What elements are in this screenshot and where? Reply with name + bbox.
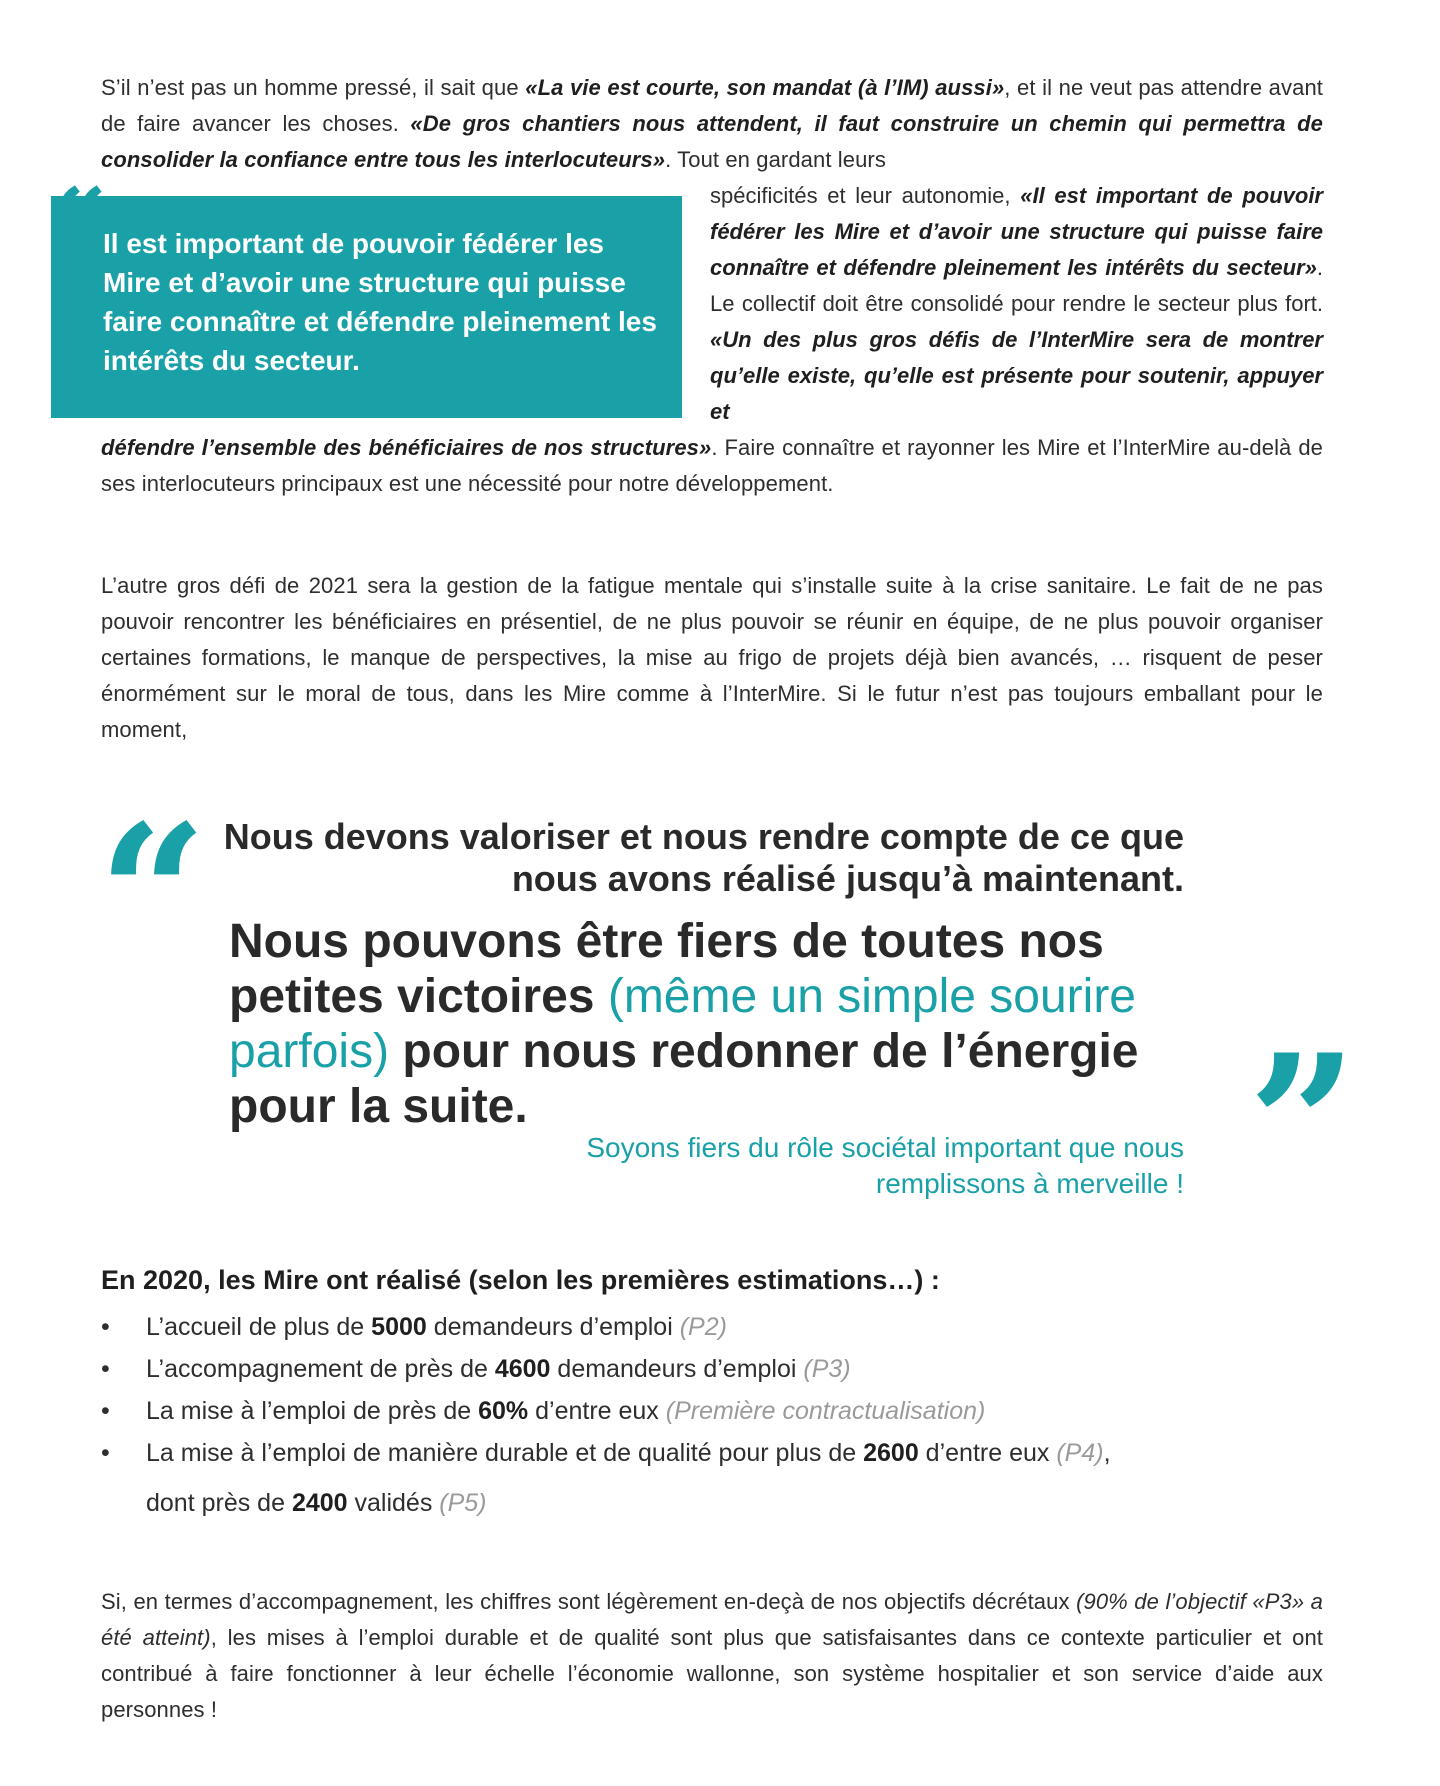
intro-end-quote: défendre l’ensemble des bénéficiaires de nos structures» (101, 435, 712, 460)
side-quote-2: «Un des plus gros défis de l’InterMire sera de montrer qu’elle existe, qu’elle est présente pour soutenir, appuyer et (710, 327, 1323, 424)
item-text: d’entre eux (918, 1439, 1057, 1467)
item-number: 2600 (863, 1439, 919, 1467)
item-number: 2400 (291, 1489, 348, 1517)
big-quote-aside: (même un simple sourire parfois) (229, 970, 1136, 1078)
big-quote-lead: Nous devons valoriser et nous rendre compte de ce que nous avons réalisé jusqu’à maintenant. (223, 816, 1184, 899)
bullet-icon: • (101, 1355, 110, 1383)
item-number: 60% (478, 1397, 529, 1425)
big-quote-main-b: pour nous redonner de l’énergie pour la suite. (229, 1025, 1139, 1133)
pull-quote-text: Il est important de pouvoir fédérer les Mire et d’avoir une structure qui puisse faire connaître et défendre pleinement les intérêts du secteur. (103, 228, 657, 376)
side-column-paragraph (710, 178, 1323, 430)
conclusion-text-1: Si, en termes d’accompagnement, les chiffres sont légèrement en-deçà de nos objectifs décrétaux (101, 1589, 1077, 1614)
stats-list (101, 1306, 1331, 1524)
bullet-icon: • (101, 1397, 110, 1425)
big-quote-tail: Soyons fiers du rôle sociétal important que nous remplissons à merveille ! (586, 1132, 1184, 1199)
conclusion-paragraph (101, 1584, 1323, 1728)
pull-quote-box (51, 196, 682, 418)
close-quote-icon: ” (628, 355, 684, 468)
item-text: L’accompagnement de près de (146, 1355, 495, 1383)
item-text: dont près de (146, 1489, 292, 1517)
big-open-quote-icon: “ (98, 783, 208, 1006)
stats-title: En 2020, les Mire ont réalisé (selon les premières estimations…) : (101, 1265, 940, 1295)
item-reference: (P3) (803, 1355, 851, 1383)
item-number: 4600 (494, 1355, 551, 1383)
item-text: , (1103, 1439, 1111, 1467)
item-number: 5000 (371, 1313, 427, 1341)
item-text: validés (347, 1489, 440, 1517)
list-item (101, 1348, 1331, 1390)
item-text: demandeurs d’emploi (550, 1355, 804, 1383)
intro-quote-1: «La vie est courte, son mandat (à l’IM) aussi» (525, 75, 1005, 100)
item-text: demandeurs d’emploi (426, 1313, 680, 1341)
intro-end-text: . Faire connaître et rayonner les Mire et l’InterMire au-delà de ses interlocuteurs principaux est une nécessité pour notre développement. (101, 435, 1324, 496)
intro-text-1: S’il n’est pas un homme pressé, il sait que (101, 75, 526, 100)
item-text: La mise à l’emploi de manière durable et de qualité pour plus de (146, 1439, 864, 1467)
big-quote-main (229, 914, 1209, 1134)
list-item (101, 1432, 1331, 1524)
side-quote-1: «Il est important de pouvoir fédérer les Mire et d’avoir une structure qui puisse faire connaître et défendre pleinement les intérêts du secteur» (710, 183, 1323, 280)
side-text-2: . Le collectif doit être consolidé pour rendre le secteur plus fort. (710, 255, 1323, 316)
item-reference: (P4) (1056, 1439, 1104, 1467)
bullet-icon: • (101, 1439, 110, 1467)
fatigue-paragraph: L’autre gros défi de 2021 sera la gestion de la fatigue mentale qui s’installe suite à la crise sanitaire. Le fait de ne pas pouvoir rencontrer les bénéficiaires en présentiel, de ne plus pouvoir se réunir en équipe, de ne plus pouvoir organiser certaines formations, le manque de perspectives, la mise au frigo de projets déjà bien avancés, … risquent de peser énormément sur le moral de tous, dans les Mire comme à l’InterMire. Si le futur n’est pas toujours emballant pour le moment, (101, 573, 1323, 742)
item-reference: (P5) (439, 1489, 487, 1517)
big-close-quote-icon: ” (1248, 1013, 1358, 1236)
conclusion-text-2: , les mises à l’emploi durable et de qualité sont plus que satisfaisantes dans ce contexte particulier et ont contribué à faire fonctionner à leur échelle l’économie wallonne, son système hospitalier et son service d’aide aux personnes ! (101, 1625, 1323, 1722)
intro-paragraph (101, 70, 1323, 178)
intro-paragraph-end (101, 430, 1323, 502)
item-reference: (Première contractualisation) (665, 1397, 986, 1425)
list-item (101, 1306, 1331, 1348)
bullet-icon: • (101, 1313, 110, 1341)
intro-text-2: , et il ne veut pas attendre avant de faire avancer les choses. (101, 75, 1323, 136)
item-continuation (146, 1482, 1331, 1524)
item-text: La mise à l’emploi de près de (146, 1397, 479, 1425)
item-reference: (P2) (679, 1313, 727, 1341)
open-quote-icon: “ (52, 167, 108, 280)
intro-text-3: . Tout en gardant leurs (665, 147, 886, 172)
item-text: d’entre eux (528, 1397, 666, 1425)
intro-quote-2: «De gros chantiers nous attendent, il faut construire un chemin qui permettra de consolider la confiance entre tous les interlocuteurs» (101, 111, 1323, 172)
conclusion-aside: (90% de l’objectif «P3» a été atteint) (101, 1589, 1323, 1650)
big-quote-main-a: Nous pouvons être fiers de toutes nos petites victoires (229, 915, 1104, 1023)
item-text: L’accueil de plus de (146, 1313, 372, 1341)
side-text-1: spécificités et leur autonomie, (710, 183, 1021, 208)
list-item (101, 1390, 1331, 1432)
